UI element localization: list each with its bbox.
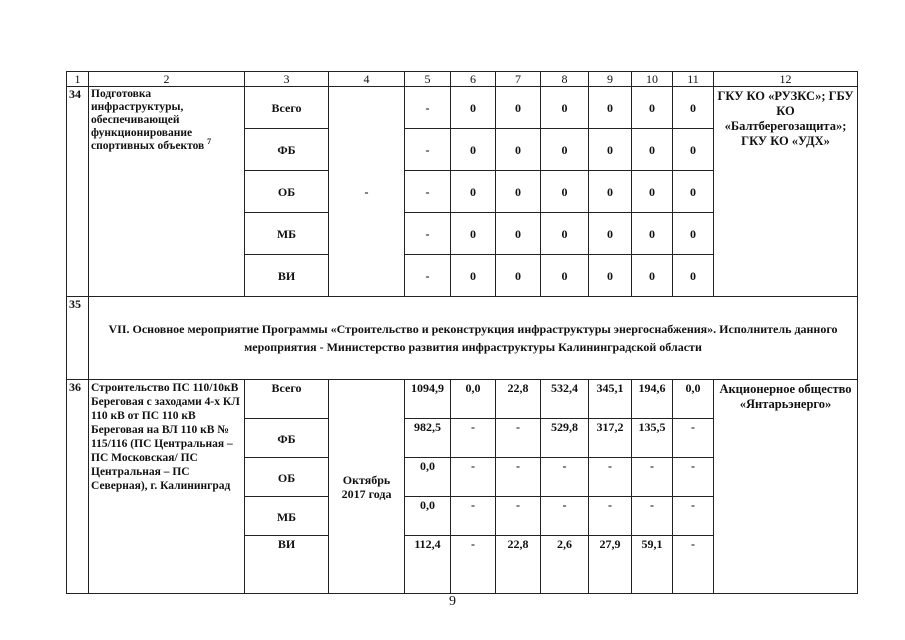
cell: 0 [589, 171, 632, 213]
cell: - [589, 458, 632, 497]
funding-label: ФБ [245, 129, 329, 171]
cell: 0 [541, 171, 589, 213]
cell: - [451, 419, 496, 458]
cell: 0 [451, 171, 496, 213]
cell: - [673, 419, 714, 458]
cell: 0 [632, 255, 673, 297]
cell: 0 [673, 87, 714, 129]
funding-label: ОБ [245, 458, 329, 497]
cell: 0 [632, 87, 673, 129]
cell: 112,4 [405, 536, 451, 594]
cell: - [496, 419, 541, 458]
table-row [67, 87, 858, 129]
cell: 0 [541, 129, 589, 171]
cell: 0 [632, 129, 673, 171]
cell: - [451, 458, 496, 497]
col-header: 9 [589, 72, 632, 87]
cell: - [541, 497, 589, 536]
cell: 0 [673, 171, 714, 213]
funding-label: ОБ [245, 171, 329, 213]
cell: - [405, 171, 451, 213]
section-row [67, 297, 858, 380]
cell: 2,6 [541, 536, 589, 594]
cell: - [632, 497, 673, 536]
cell: - [405, 129, 451, 171]
funding-label: МБ [245, 213, 329, 255]
cell: 0 [589, 213, 632, 255]
cell: - [405, 87, 451, 129]
executor: ГКУ КО «РУЗКС»; ГБУ КО «Балтберегозащита»; ГКУ КО «УДХ» [714, 87, 858, 297]
cell: - [589, 497, 632, 536]
cell: - [541, 458, 589, 497]
funding-label: ВИ [245, 536, 329, 594]
funding-label: ФБ [245, 419, 329, 458]
cell: 0 [632, 213, 673, 255]
cell: 22,8 [496, 536, 541, 594]
cell: - [451, 497, 496, 536]
cell: 0 [632, 171, 673, 213]
cell: 0 [451, 129, 496, 171]
cell: 0 [673, 255, 714, 297]
executor: Акционерное общество «Янтарьэнерго» [714, 380, 858, 594]
cell: - [405, 255, 451, 297]
cell: - [496, 458, 541, 497]
cell: - [405, 213, 451, 255]
cell: 0 [589, 129, 632, 171]
cell: 982,5 [405, 419, 451, 458]
header-row [67, 72, 858, 87]
cell: 317,2 [589, 419, 632, 458]
cell: 0 [673, 129, 714, 171]
activity-name-text: Подготовка инфраструктуры, обеспечивающей функционирование спортивных объектов [91, 88, 205, 152]
funding-label: МБ [245, 497, 329, 536]
cell: - [451, 536, 496, 594]
cell: 0 [496, 213, 541, 255]
activity-name [89, 87, 245, 297]
cell: - [632, 458, 673, 497]
cell: - [673, 497, 714, 536]
cell: 0,0 [673, 380, 714, 419]
row-number: 36 [67, 380, 89, 594]
col-header: 12 [714, 72, 858, 87]
cell: 22,8 [496, 380, 541, 419]
cell: 345,1 [589, 380, 632, 419]
cell: 0,0 [451, 380, 496, 419]
cell: 0,0 [405, 497, 451, 536]
activity-name: Строительство ПС 110/10кВ Береговая с заходами 4-х КЛ 110 кВ от ПС 110 кВ Береговая на ВЛ 110 кВ № 115/116 (ПС Центральная – ПС Московская/ ПС Центральная – ПС Северная), г. Калининград [89, 380, 245, 594]
funding-label: Всего [245, 380, 329, 419]
cell: 27,9 [589, 536, 632, 594]
cell: - [673, 536, 714, 594]
table-row [67, 380, 858, 419]
col-header: 11 [673, 72, 714, 87]
col-header: 8 [541, 72, 589, 87]
col-header: 10 [632, 72, 673, 87]
cell: 0 [451, 87, 496, 129]
col-header: 1 [67, 72, 89, 87]
funding-label: ВИ [245, 255, 329, 297]
col-header: 2 [89, 72, 245, 87]
col-header: 7 [496, 72, 541, 87]
budget-table [66, 71, 858, 594]
section-heading: VII. Основное мероприятие Программы «Строительство и реконструкция инфраструктуры энергоснабжения». Исполнитель данного мероприятия - Министерство развития инфраструктуры Калининградской области [89, 297, 858, 380]
cell: 0 [496, 171, 541, 213]
col-header: 3 [245, 72, 329, 87]
cell: 0 [451, 213, 496, 255]
cell: 194,6 [632, 380, 673, 419]
col-header: 5 [405, 72, 451, 87]
deadline: - [329, 87, 405, 297]
cell: 135,5 [632, 419, 673, 458]
cell: - [496, 497, 541, 536]
cell: 0 [541, 255, 589, 297]
cell: 532,4 [541, 380, 589, 419]
row-number: 34 [67, 87, 89, 297]
cell: 0 [496, 255, 541, 297]
cell: 1094,9 [405, 380, 451, 419]
cell: 0 [541, 87, 589, 129]
footnote-mark: 7 [207, 137, 212, 147]
cell: 0 [589, 255, 632, 297]
deadline: Октябрь 2017 года [329, 380, 405, 594]
row-number: 35 [67, 297, 89, 380]
cell: - [673, 458, 714, 497]
cell: 0 [496, 129, 541, 171]
page-number: 9 [449, 594, 456, 609]
cell: 0,0 [405, 458, 451, 497]
col-header: 6 [451, 72, 496, 87]
cell: 529,8 [541, 419, 589, 458]
cell: 59,1 [632, 536, 673, 594]
cell: 0 [589, 87, 632, 129]
cell: 0 [673, 213, 714, 255]
cell: 0 [541, 213, 589, 255]
col-header: 4 [329, 72, 405, 87]
funding-label: Всего [245, 87, 329, 129]
cell: 0 [451, 255, 496, 297]
cell: 0 [496, 87, 541, 129]
